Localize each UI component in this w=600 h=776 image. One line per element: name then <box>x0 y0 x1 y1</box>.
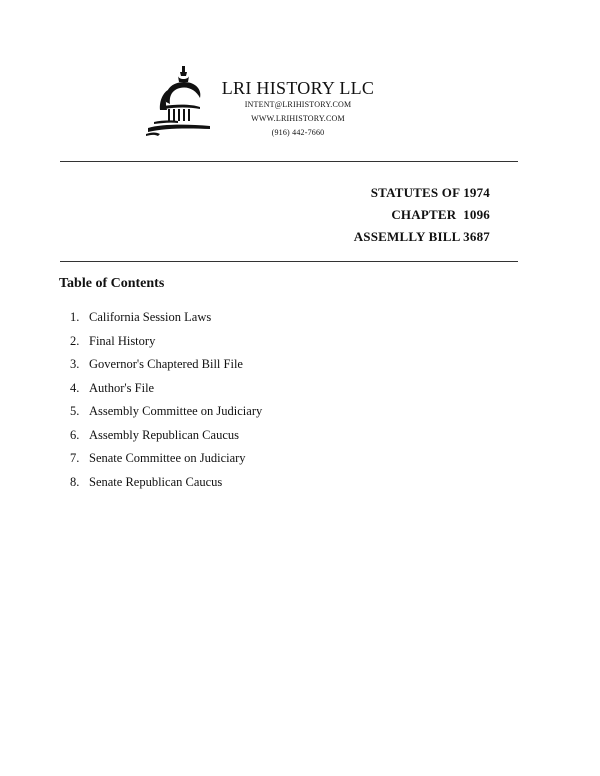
statute-bill: ASSEMLLY BILL 3687 <box>353 229 490 244</box>
toc-list <box>70 306 262 494</box>
company-email: INTENT@LRIHISTORY.COM <box>244 100 352 109</box>
toc-item-number: 8. <box>70 474 80 489</box>
statute-year: STATUTES OF 1974 <box>370 185 490 200</box>
toc-item-number: 1. <box>70 310 80 324</box>
toc-item-number: 4. <box>70 380 80 395</box>
list-item <box>70 353 262 377</box>
toc-item-number: 7. <box>70 451 80 465</box>
toc-title: Table of Contents <box>59 276 165 291</box>
company-phone: (916) 442-7660 <box>271 128 325 137</box>
bottom-divider <box>60 261 518 262</box>
company-block <box>218 78 378 140</box>
toc-item-label: Senate Republican Caucus <box>89 474 223 489</box>
list-item <box>70 306 262 330</box>
company-website: WWW.LRIHISTORY.COM <box>251 114 345 123</box>
toc-item-label: Governor's Chaptered Bill File <box>89 357 243 371</box>
toc-item-label: Assembly Committee on Judiciary <box>89 404 263 418</box>
toc-item-label: California Session Laws <box>89 310 212 324</box>
statute-chapter: CHAPTER 1096 <box>391 207 490 222</box>
toc-item-label: Author's File <box>89 380 155 395</box>
toc-item-label: Assembly Republican Caucus <box>89 427 239 442</box>
list-item <box>70 330 262 354</box>
list-item <box>70 400 262 424</box>
toc-item-number: 2. <box>70 333 80 348</box>
toc-item-number: 3. <box>70 357 80 371</box>
toc-item-number: 6. <box>70 427 80 442</box>
toc-item-label: Senate Committee on Judiciary <box>89 451 246 465</box>
list-item <box>70 471 262 495</box>
statute-block <box>354 182 490 248</box>
company-name: LRI HISTORY LLC <box>221 78 375 98</box>
top-divider <box>60 161 518 162</box>
toc-item-label: Final History <box>89 333 156 348</box>
list-item <box>70 377 262 401</box>
list-item <box>70 424 262 448</box>
list-item <box>70 447 262 471</box>
capitol-dome-icon <box>142 62 214 140</box>
toc-item-number: 5. <box>70 404 80 418</box>
